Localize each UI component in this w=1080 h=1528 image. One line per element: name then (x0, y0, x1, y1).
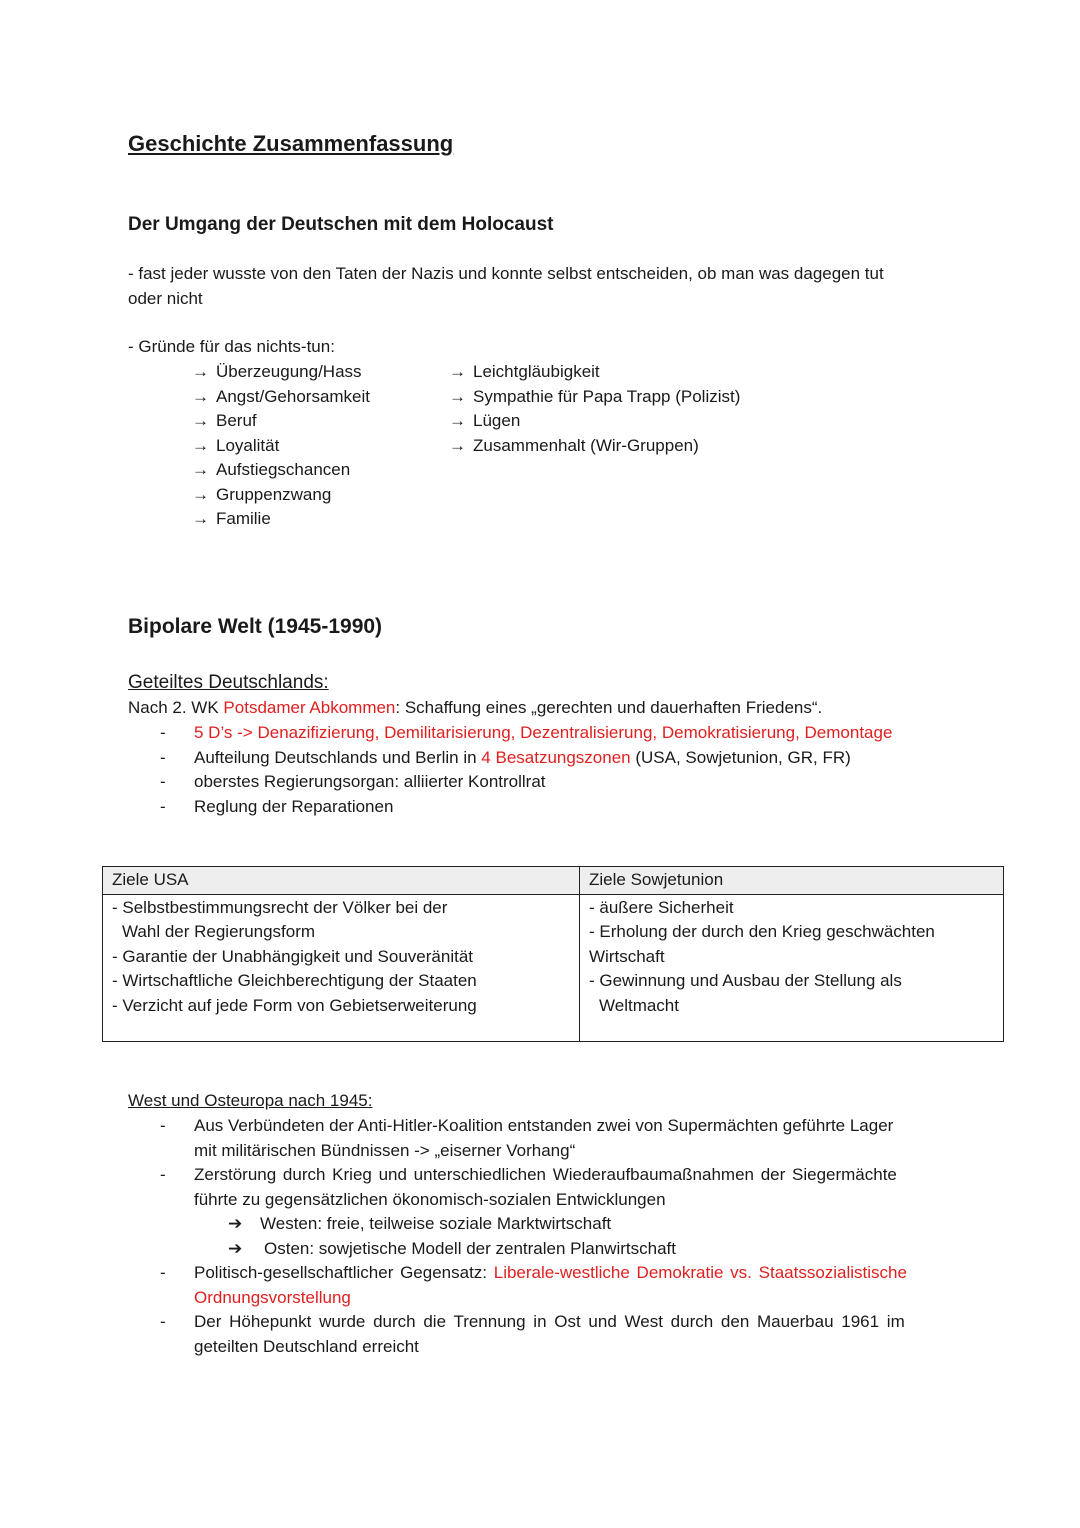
list-item: - Aus Verbündeten der Anti-Hitler-Koalition entstanden zwei von Supermächten geführte Lager mit militärischen Bündnissen -> „eiserner Vorhang“ (160, 1116, 894, 1160)
list-item-east: ➔ Osten: sowjetische Modell der zentralen Planwirtschaft (128, 1237, 952, 1262)
arrow-right-icon: → (192, 460, 209, 479)
section-heading-bipolar: Bipolare Welt (1945-1990) (128, 615, 383, 638)
list-item: → Loyalität (192, 434, 370, 459)
table-cell-ussr: - äußere Sicherheit - Erholung der durch den Krieg geschwächten Wirtschaft - Gewinnung und Ausbau der Stellung als Weltmacht (580, 894, 1004, 1041)
reasons-label: - Gründe für das nichts-tun: (128, 337, 335, 356)
arrow-right-icon: → (192, 435, 209, 455)
list-item: → Beruf (192, 409, 370, 434)
list-item-west: ➔ Westen: freie, teilweise soziale Marktwirtschaft (128, 1212, 952, 1237)
arrow-right-icon: → (192, 411, 209, 430)
list-item: → Angst/Gehorsamkeit (192, 385, 370, 410)
goals-table (102, 866, 1004, 1042)
table-cell-usa: - Selbstbestimmungsrecht der Völker bei der Wahl der Regierungsform - Garantie der Unabhängigkeit und Souveränität - Wirtschaftliche Gleichberechtigung der Staaten - Verzicht auf jede Form von Gebietserweiterung (103, 894, 580, 1041)
arrow-right-icon: → (449, 435, 466, 455)
arrow-right-icon: → (449, 362, 466, 381)
page-title: Geschichte Zusammenfassung (128, 131, 454, 156)
europe-bullets (128, 1114, 952, 1359)
list-item: → Gruppenzwang (192, 483, 370, 508)
subheading-geteiltes-deutschland: Geteiltes Deutschlands: (128, 672, 329, 693)
arrow-right-icon: → (192, 362, 209, 381)
potsdam-lead: Nach 2. WK Potsdamer Abkommen: Schaffung eines „gerechten und dauerhaften Friedens“. (128, 698, 823, 717)
highlight-potsdam: Potsdamer Abkommen (223, 698, 396, 717)
arrow-right-icon: → (192, 509, 209, 528)
list-item: - Reglung der Reparationen (160, 796, 394, 816)
list-item: → Aufstiegschancen (192, 458, 370, 483)
arrow-right-icon: → (192, 386, 209, 406)
list-item: - oberstes Regierungsorgan: alliierter Kontrollrat (160, 772, 546, 791)
list-item: → Lügen (449, 409, 740, 434)
arrow-right-icon: ➔ (228, 1238, 243, 1258)
subheading-west-osteuropa: West und Osteuropa nach 1945: (128, 1091, 373, 1110)
list-item: → Sympathie für Papa Trapp (Polizist) (449, 385, 740, 410)
table-header-usa: Ziele USA (103, 867, 580, 895)
list-item: - Aufteilung Deutschlands und Berlin in 4 Besatzungszonen (USA, Sowjetunion, GR, FR) (160, 747, 851, 767)
list-item: - Zerstörung durch Krieg und unterschiedlichen Wiederaufbaumaßnahmen der Siegermächte führte zu gegensätzlichen ökonomisch-sozialen Entwicklungen (160, 1165, 897, 1209)
list-item: → Leichtgläubigkeit (449, 360, 740, 385)
reasons-list-col2 (449, 360, 740, 458)
section-heading-holocaust: Der Umgang der Deutschen mit dem Holocaust (128, 214, 554, 235)
list-item: → Familie (192, 507, 370, 532)
list-item: → Zusammenhalt (Wir-Gruppen) (449, 434, 740, 459)
list-item: - Politisch-gesellschaftlicher Gegensatz: Liberale-westliche Demokratie vs. Staatssozialistische Ordnungsvorstellung (160, 1263, 907, 1307)
arrow-right-icon: → (192, 484, 209, 504)
potsdam-bullets (128, 721, 1008, 819)
arrow-right-icon: ➔ (228, 1214, 243, 1233)
intro-line-1: - fast jeder wusste von den Taten der Nazis und konnte selbst entscheiden, ob man was dagegen tut (128, 264, 884, 283)
arrow-right-icon: → (449, 411, 466, 430)
table-header-ussr: Ziele Sowjetunion (580, 867, 1004, 895)
list-item: → Überzeugung/Hass (192, 360, 370, 385)
arrow-right-icon: → (449, 386, 466, 406)
list-item: - Der Höhepunkt wurde durch die Trennung in Ost und West durch den Mauerbau 1961 im geteilten Deutschland erreicht (160, 1312, 905, 1356)
intro-line-2: oder nicht (128, 289, 203, 308)
list-item: - 5 D’s -> Denazifizierung, Demilitarisierung, Dezentralisierung, Demokratisierung, Demontage (160, 723, 893, 742)
reasons-list-col1 (192, 360, 370, 532)
